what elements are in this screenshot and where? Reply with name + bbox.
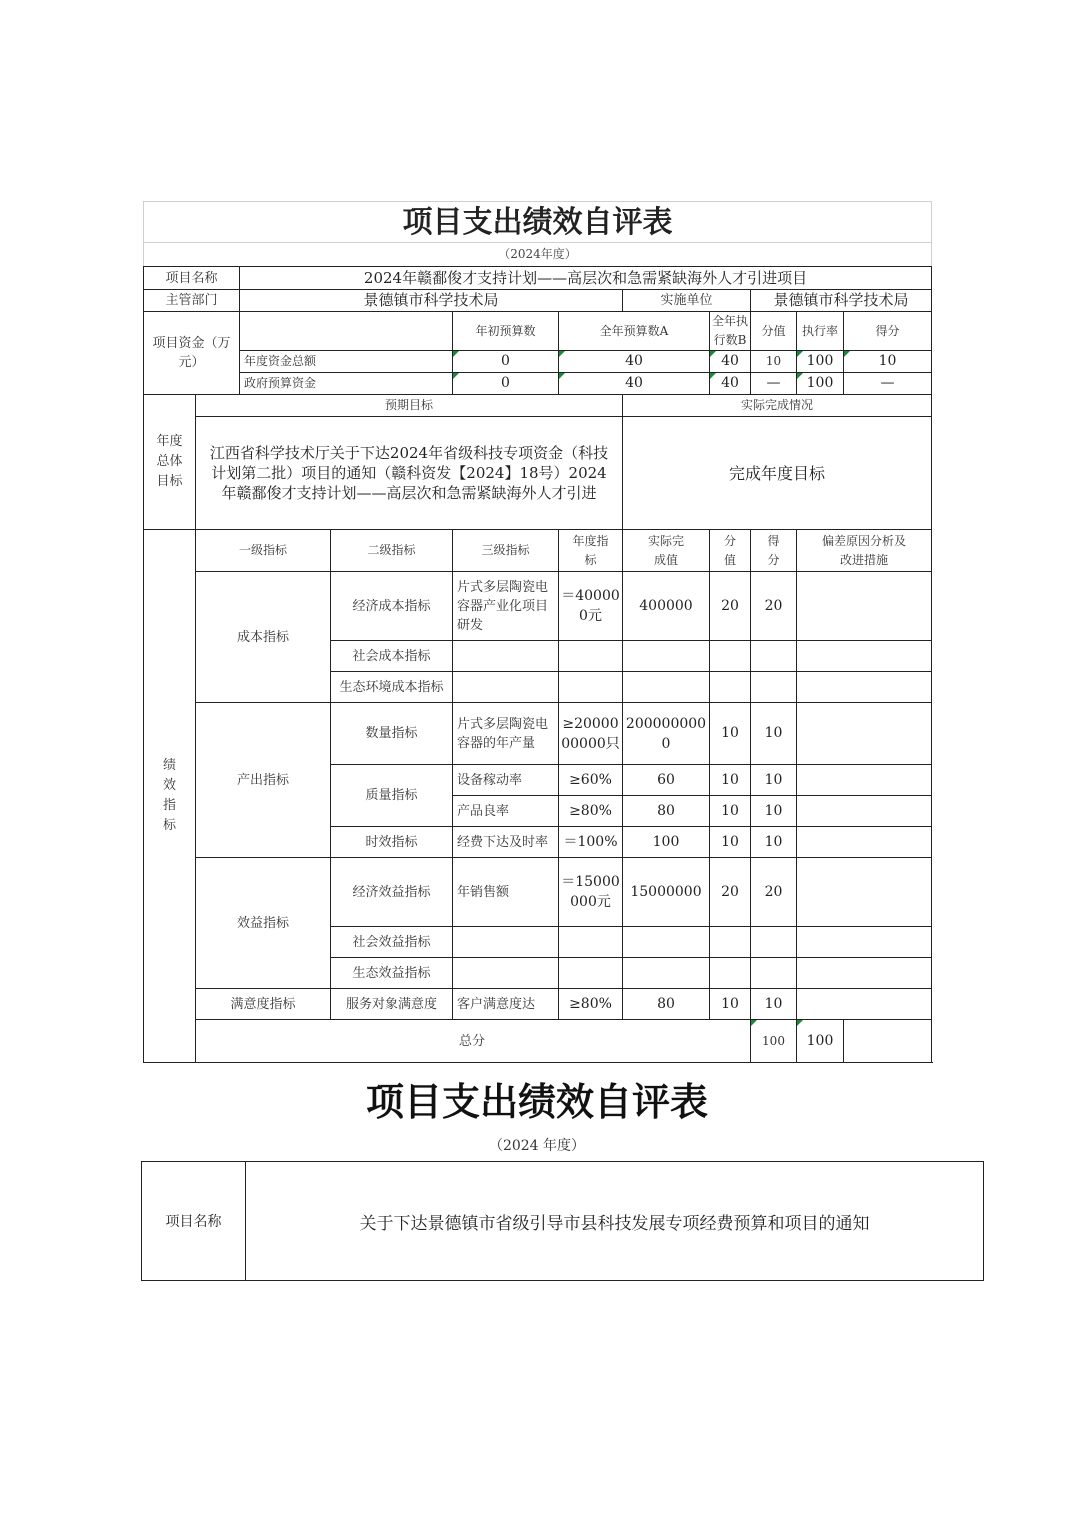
note-cell (797, 989, 932, 1020)
target-cell: ≥60% (559, 765, 623, 796)
l3-cell: 片式多层陶瓷电容器产业化项目研发 (453, 572, 559, 641)
actual-cell: 80 (623, 989, 710, 1020)
target-cell (559, 927, 623, 958)
funds-gov-exec: 40 (710, 373, 751, 395)
perf-header-note: 偏差原因分析及改进措施 (797, 530, 932, 572)
weight-cell (710, 641, 751, 672)
actual-cell: 60 (623, 765, 710, 796)
perf-header-l2: 二级指标 (331, 530, 453, 572)
l3-cell (453, 927, 559, 958)
target-cell: ＝100% (559, 827, 623, 858)
funds-header-blank (240, 312, 453, 351)
weight-cell: 10 (710, 765, 751, 796)
actual-cell: 15000000 (623, 858, 710, 927)
l3-cell: 片式多层陶瓷电容器的年产量 (453, 703, 559, 765)
dept-value: 景德镇市科学技术局 (240, 290, 623, 312)
perf-header-l3: 三级指标 (453, 530, 559, 572)
l2-cell: 经济成本指标 (331, 572, 453, 641)
expected-goal-text: 江西省科学技术厅关于下达2024年省级科技专项资金（科技计划第二批）项目的通知（赣科资发【2024】18号）2024年赣鄱俊才支持计划——高层次和急需紧缺海外人才引进 (196, 417, 623, 530)
target-cell: ≥80% (559, 796, 623, 827)
target-cell: ＝15000000元 (559, 858, 623, 927)
l3-cell (453, 958, 559, 989)
score-cell (751, 958, 797, 989)
funds-label: 项目资金（万元） (144, 312, 240, 395)
perf-header-l1: 一级指标 (196, 530, 331, 572)
l1-benefit: 效益指标 (196, 858, 331, 989)
actual-cell: 100 (623, 827, 710, 858)
total-weight: 100 (751, 1020, 797, 1063)
funds-gov-rate: 100 (797, 373, 844, 395)
perf-header-actual: 实际完成值 (623, 530, 710, 572)
l3-cell (453, 641, 559, 672)
l1-output: 产出指标 (196, 703, 331, 858)
l1-cost: 成本指标 (196, 572, 331, 703)
perf-header-score: 得分 (751, 530, 797, 572)
funds-header-initial: 年初预算数 (453, 312, 559, 351)
note-cell (797, 927, 932, 958)
target-cell: ≥80% (559, 989, 623, 1020)
actual-cell (623, 672, 710, 703)
project-name-label: 项目名称 (144, 267, 240, 290)
l1-satisfaction: 满意度指标 (196, 989, 331, 1020)
funds-row-gov-label: 政府预算资金 (240, 373, 453, 395)
score-cell (751, 641, 797, 672)
funds-gov-budget: 40 (559, 373, 710, 395)
project-name-value-2: 关于下达景德镇市省级引导市县科技发展专项经费预算和项目的通知 (359, 1213, 870, 1234)
l2-cell: 社会成本指标 (331, 641, 453, 672)
funds-total-exec: 40 (710, 351, 751, 373)
total-label: 总分 (196, 1020, 751, 1063)
funds-header-exec: 全年执行数B (710, 312, 751, 351)
weight-cell: 10 (710, 796, 751, 827)
project-name-value: 2024年赣鄱俊才支持计划——高层次和急需紧缺海外人才引进项目 (240, 267, 932, 290)
target-cell: ≥2000000000只 (559, 703, 623, 765)
note-cell (797, 572, 932, 641)
score-cell: 20 (751, 572, 797, 641)
weight-cell: 20 (710, 572, 751, 641)
performance-table-2 (141, 1161, 984, 1281)
l2-cell: 生态效益指标 (331, 958, 453, 989)
note-cell (797, 703, 932, 765)
perf-label: 绩效指标 (144, 530, 196, 1063)
score-cell: 10 (751, 796, 797, 827)
weight-cell (710, 927, 751, 958)
funds-total-budget: 40 (559, 351, 710, 373)
funds-header-score: 得分 (844, 312, 932, 351)
score-cell: 10 (751, 989, 797, 1020)
actual-cell (623, 641, 710, 672)
funds-total-score: 10 (844, 351, 932, 373)
target-cell (559, 672, 623, 703)
table-title: 项目支出绩效自评表 (144, 202, 932, 243)
expected-goal-header: 预期目标 (196, 395, 623, 417)
actual-completion-text: 完成年度目标 (623, 417, 932, 530)
l3-cell: 客户满意度达 (453, 989, 559, 1020)
weight-cell (710, 958, 751, 989)
funds-total-weight: 10 (751, 351, 797, 373)
note-cell (797, 641, 932, 672)
score-cell: 10 (751, 703, 797, 765)
funds-header-weight: 分值 (751, 312, 797, 351)
actual-cell (623, 958, 710, 989)
performance-table-1 (143, 201, 931, 1063)
actual-cell: 2000000000 (623, 703, 710, 765)
l2-cell: 经济效益指标 (331, 858, 453, 927)
actual-cell: 80 (623, 796, 710, 827)
weight-cell (710, 672, 751, 703)
note-cell (797, 796, 932, 827)
total-score: 100 (797, 1020, 844, 1063)
total-note (844, 1020, 932, 1063)
funds-total-rate: 100 (797, 351, 844, 373)
second-table-year: （2024 年度） (488, 1138, 586, 1154)
weight-cell: 20 (710, 858, 751, 927)
funds-row-total-label: 年度资金总额 (240, 351, 453, 373)
actual-cell (623, 927, 710, 958)
l2-cell: 数量指标 (331, 703, 453, 765)
perf-header-target: 年度指标 (559, 530, 623, 572)
target-cell (559, 958, 623, 989)
funds-total-initial: 0 (453, 351, 559, 373)
note-cell (797, 958, 932, 989)
target-cell: ＝400000元 (559, 572, 623, 641)
l2-cell: 服务对象满意度 (331, 989, 453, 1020)
actual-completion-header: 实际完成情况 (623, 395, 932, 417)
l2-cell: 生态环境成本指标 (331, 672, 453, 703)
l2-cell: 社会效益指标 (331, 927, 453, 958)
score-cell: 10 (751, 827, 797, 858)
impl-label: 实施单位 (623, 290, 751, 312)
score-cell: 20 (751, 858, 797, 927)
l3-cell: 产品良率 (453, 796, 559, 827)
actual-cell: 400000 (623, 572, 710, 641)
funds-header-budget: 全年预算数A (559, 312, 710, 351)
funds-gov-score: — (844, 373, 932, 395)
l3-cell (453, 672, 559, 703)
project-name-label-2: 项目名称 (142, 1162, 246, 1280)
l2-cell: 时效指标 (331, 827, 453, 858)
impl-value: 景德镇市科学技术局 (751, 290, 932, 312)
l3-cell: 年销售额 (453, 858, 559, 927)
funds-gov-weight: — (751, 373, 797, 395)
score-cell (751, 927, 797, 958)
target-cell (559, 641, 623, 672)
funds-header-rate: 执行率 (797, 312, 844, 351)
perf-header-weight: 分值 (710, 530, 751, 572)
note-cell (797, 672, 932, 703)
note-cell (797, 858, 932, 927)
score-cell: 10 (751, 765, 797, 796)
l3-cell: 经费下达及时率 (453, 827, 559, 858)
funds-gov-initial: 0 (453, 373, 559, 395)
table-year: （2024年度） (144, 243, 932, 267)
score-cell (751, 672, 797, 703)
l2-cell: 质量指标 (331, 765, 453, 827)
goal-label: 年度总体目标 (144, 395, 196, 530)
dept-label: 主管部门 (144, 290, 240, 312)
second-table-title: 项目支出绩效自评表 (365, 1080, 708, 1124)
weight-cell: 10 (710, 827, 751, 858)
weight-cell: 10 (710, 989, 751, 1020)
note-cell (797, 765, 932, 796)
weight-cell: 10 (710, 703, 751, 765)
note-cell (797, 827, 932, 858)
l3-cell: 设备稼动率 (453, 765, 559, 796)
